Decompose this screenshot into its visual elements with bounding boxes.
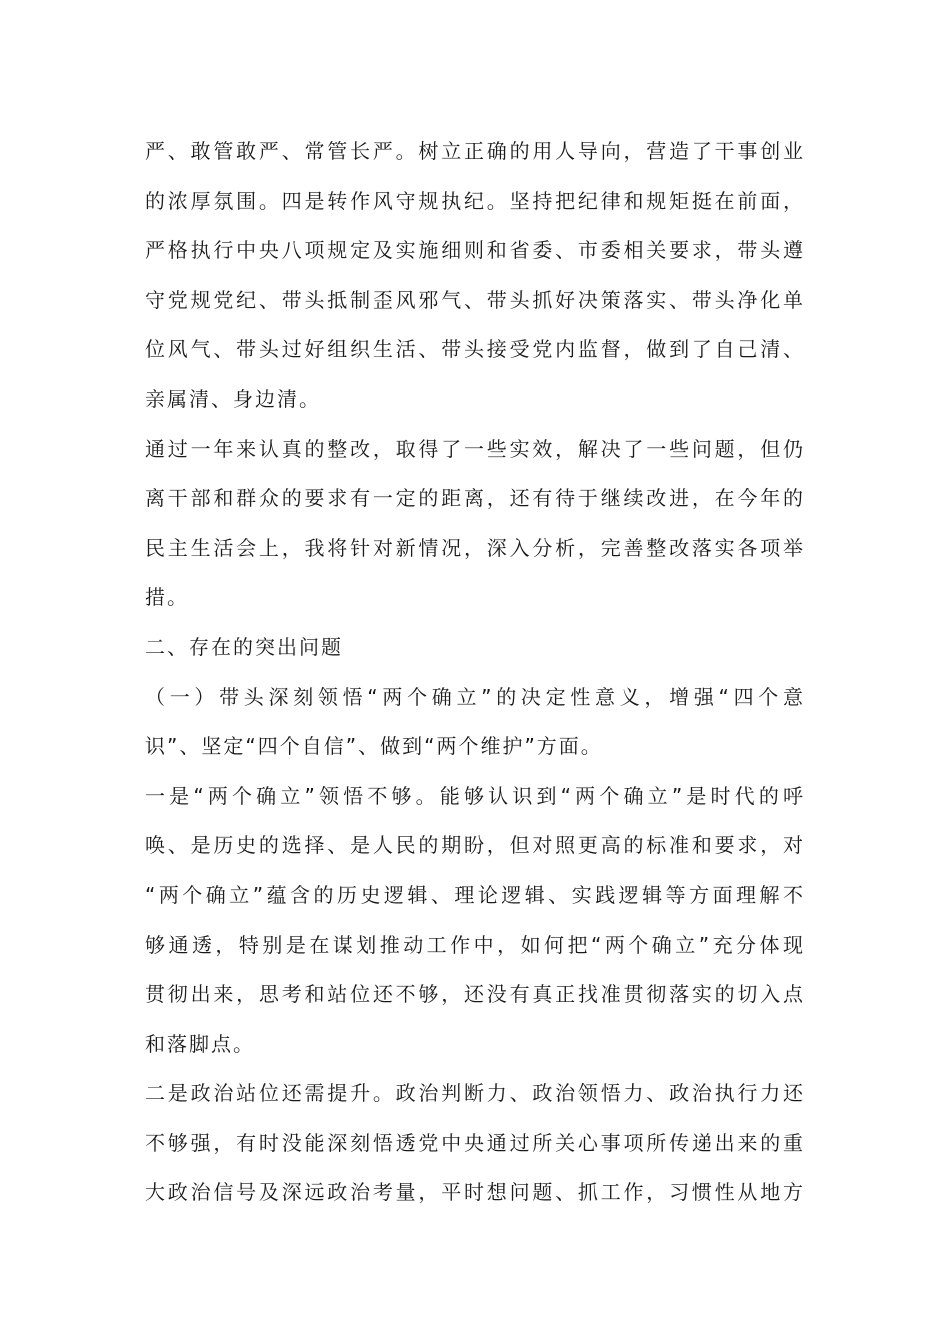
text-line: 不够强，有时没能深刻悟透党中央通过所关心事项所传递出来的重: [145, 1130, 805, 1155]
text-line: 位风气、带头过好组织生活、带头接受党内监督，做到了自己清、: [145, 337, 805, 362]
text-line: 亲属清、身边清。: [145, 386, 321, 411]
text-line: 一是“两个确立”领悟不够。能够认识到“两个确立”是时代的呼: [145, 783, 805, 808]
text-line: 措。: [145, 585, 189, 610]
section-heading: 二、存在的突出问题: [145, 634, 343, 659]
text-line: 唤、是历史的选择、是人民的期盼，但对照更高的标准和要求，对: [145, 833, 805, 858]
text-line: 守党规党纪、带头抵制歪风邪气、带头抓好决策落实、带头净化单: [145, 287, 805, 312]
text-line: 严格执行中央八项规定及实施细则和省委、市委相关要求，带头遵: [145, 238, 805, 263]
text-line: 民主生活会上，我将针对新情况，深入分析，完善整改落实各项举: [145, 535, 805, 560]
subsection-heading: （一）带头深刻领悟“两个确立”的决定性意义，增强“四个意: [145, 684, 805, 709]
subsection-heading: 识”、坚定“四个自信”、做到“两个维护”方面。: [145, 734, 603, 759]
text-line: 二是政治站位还需提升。政治判断力、政治领悟力、政治执行力还: [145, 1081, 805, 1106]
document-body: [145, 127, 805, 1218]
text-line: 贯彻出来，思考和站位还不够，还没有真正找准贯彻落实的切入点: [145, 982, 805, 1007]
text-line: 的浓厚氛围。四是转作风守规执纪。坚持把纪律和规矩挺在前面，: [145, 188, 805, 213]
text-line: 严、敢管敢严、常管长严。树立正确的用人导向，营造了干事创业: [145, 139, 805, 163]
text-line: 离干部和群众的要求有一定的距离，还有待于继续改进，在今年的: [145, 486, 805, 511]
text-line: “两个确立”蕴含的历史逻辑、理论逻辑、实践逻辑等方面理解不: [145, 882, 805, 907]
text-line: 通过一年来认真的整改，取得了一些实效，解决了一些问题，但仍: [145, 436, 805, 461]
text-line: 和落脚点。: [145, 1031, 255, 1056]
text-line: 大政治信号及深远政治考量，平时想问题、抓工作，习惯性从地方: [145, 1180, 805, 1205]
text-line: 够通透，特别是在谋划推动工作中，如何把“两个确立”充分体现: [145, 932, 805, 957]
